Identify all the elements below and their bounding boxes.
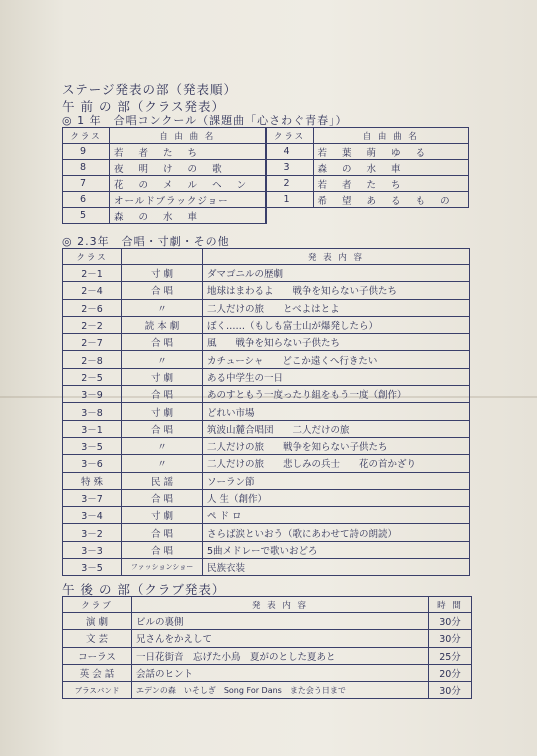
content-cell: 二人だけの旅 悲しみの兵士 花の首かざり: [203, 455, 470, 472]
table-row: [63, 386, 470, 403]
table-row: [63, 559, 470, 576]
table-row: [63, 403, 470, 420]
type-cell: 民 謡: [122, 472, 203, 489]
class-cell: [266, 208, 314, 224]
table-row: [63, 208, 469, 224]
content-cell: 会話のヒント: [132, 664, 429, 681]
table-row: [63, 420, 470, 437]
content-cell: エデンの森 いそしぎ Song For Dans また会う日まで: [132, 682, 429, 699]
class-cell: 1: [266, 192, 314, 208]
col-type: [122, 249, 203, 265]
class-cell: 特 殊: [63, 472, 122, 489]
table-row: [63, 507, 470, 524]
table-row: [63, 455, 470, 472]
club-cell: ブラスバンド: [63, 682, 132, 699]
table-row: [63, 144, 469, 160]
col-class: クラス: [63, 249, 122, 265]
type-cell: 合 唱: [122, 334, 203, 351]
type-cell: 〃: [122, 455, 203, 472]
table-row: [63, 368, 470, 385]
song-cell: 花 の メ ル ヘ ン: [110, 176, 266, 192]
club-cell: 英 会 話: [63, 664, 132, 681]
table-row: [63, 176, 469, 192]
table-row: [63, 613, 472, 630]
time-cell: 30分: [429, 682, 472, 699]
stage-heading: ステージ発表の部（発表順）: [62, 82, 238, 97]
class-cell: 3－6: [63, 455, 122, 472]
table-row: [63, 472, 470, 489]
table-row: [63, 437, 470, 454]
col-club: クラブ: [63, 597, 132, 613]
col-time: 時 間: [429, 597, 472, 613]
class-cell: 2－8: [63, 351, 122, 368]
content-cell: 民族衣装: [203, 559, 470, 576]
table-row: [63, 630, 472, 647]
class-cell: 5: [63, 208, 110, 224]
class-cell: 2－2: [63, 316, 122, 333]
type-cell: 合 唱: [122, 282, 203, 299]
table-row: [63, 664, 472, 681]
song-cell: オールドブラックジョー: [110, 192, 266, 208]
grade1-heading: ◎ 1 年 合唱コンクール（課題曲「心さわぐ青春」）: [62, 114, 348, 127]
contest-table: [62, 127, 469, 224]
grade23-heading: ◎ 2.3年 合唱・寸劇・その他: [62, 235, 230, 248]
club-cell: 文 芸: [63, 630, 132, 647]
class-cell: 8: [63, 160, 110, 176]
content-cell: ペ ド ロ: [203, 507, 470, 524]
table-row: [63, 265, 470, 282]
type-cell: 合 唱: [122, 541, 203, 558]
type-cell: 読 本 劇: [122, 316, 203, 333]
class-cell: 4: [266, 144, 314, 160]
col-class: クラス: [266, 128, 314, 144]
class-cell: 9: [63, 144, 110, 160]
content-cell: 二人だけの旅 とべよはとよ: [203, 299, 470, 316]
content-cell: カチューシャ どこか遠くへ行きたい: [203, 351, 470, 368]
table-row: [63, 682, 472, 699]
song-cell: 夜 明 け の 歌: [110, 160, 266, 176]
song-cell: 森 の 水 車: [110, 208, 266, 224]
table-row: [63, 541, 470, 558]
class-cell: 3－8: [63, 403, 122, 420]
afternoon-heading: 午 後 の 部（クラブ発表）: [62, 582, 226, 597]
class-cell: 3－1: [63, 420, 122, 437]
type-cell: 〃: [122, 351, 203, 368]
content-cell: ソーラン節: [203, 472, 470, 489]
class-cell: 2－5: [63, 368, 122, 385]
class-cell: 3－9: [63, 386, 122, 403]
table-row: [63, 489, 470, 506]
class-cell: 7: [63, 176, 110, 192]
song-cell: 希 望 あ る も の: [313, 192, 469, 208]
class-cell: 3－5: [63, 559, 122, 576]
time-cell: 25分: [429, 647, 472, 664]
class-cell: 6: [63, 192, 110, 208]
type-cell: 寸 劇: [122, 507, 203, 524]
type-cell: 〃: [122, 299, 203, 316]
class-cell: 2－1: [63, 265, 122, 282]
type-cell: 〃: [122, 437, 203, 454]
time-cell: 30分: [429, 613, 472, 630]
col-content: 発 表 内 容: [132, 597, 429, 613]
type-cell: 合 唱: [122, 489, 203, 506]
table-row: [63, 334, 470, 351]
class-cell: 3－2: [63, 524, 122, 541]
content-cell: 地球はまわるよ 戦争を知らない子供たち: [203, 282, 470, 299]
time-cell: 20分: [429, 664, 472, 681]
table-row: [63, 351, 470, 368]
content-cell: 二人だけの旅 戦争を知らない子供たち: [203, 437, 470, 454]
table-row: [63, 299, 470, 316]
program-table: [62, 248, 470, 576]
class-cell: 3: [266, 160, 314, 176]
class-cell: 2－6: [63, 299, 122, 316]
song-cell: 若 者 た ち: [110, 144, 266, 160]
content-cell: 兄さんをかえして: [132, 630, 429, 647]
table-row: [63, 192, 469, 208]
class-cell: 2－7: [63, 334, 122, 351]
class-cell: 3－4: [63, 507, 122, 524]
table-row: [63, 160, 469, 176]
class-cell: 2: [266, 176, 314, 192]
table-row: [63, 282, 470, 299]
content-cell: あのすともう一度ったり組をもう一度（創作）: [203, 386, 470, 403]
song-cell: 森 の 水 車: [313, 160, 469, 176]
content-cell: 人 生（創作）: [203, 489, 470, 506]
content-cell: どれい市場: [203, 403, 470, 420]
col-class: クラス: [63, 128, 110, 144]
content-cell: さらば涙といおう（歌にあわせて詩の朗読）: [203, 524, 470, 541]
time-cell: 30分: [429, 630, 472, 647]
class-cell: 3－3: [63, 541, 122, 558]
club-table: [62, 596, 472, 699]
club-cell: 演 劇: [63, 613, 132, 630]
col-content: 発 表 内 容: [203, 249, 470, 265]
type-cell: 寸 劇: [122, 265, 203, 282]
content-cell: ぼく……（もしも富士山が爆発したら）: [203, 316, 470, 333]
content-cell: ダマゴニルの歴劇: [203, 265, 470, 282]
class-cell: 3－7: [63, 489, 122, 506]
table-row: [63, 316, 470, 333]
table-header-row: [63, 128, 469, 144]
type-cell: ファッションショー: [122, 559, 203, 576]
col-song: 自 由 曲 名: [313, 128, 469, 144]
content-cell: 風 戦争を知らない子供たち: [203, 334, 470, 351]
table-row: [63, 647, 472, 664]
song-cell: 若 者 た ち: [313, 176, 469, 192]
type-cell: 寸 劇: [122, 403, 203, 420]
song-cell: [313, 208, 469, 224]
class-cell: 2－4: [63, 282, 122, 299]
type-cell: 合 唱: [122, 524, 203, 541]
content-cell: ある中学生の一日: [203, 368, 470, 385]
content-cell: 5曲メドレーで歌いおどろ: [203, 541, 470, 558]
type-cell: 寸 劇: [122, 368, 203, 385]
song-cell: 若 葉 萌 ゆ る: [313, 144, 469, 160]
content-cell: ビルの裏側: [132, 613, 429, 630]
content-cell: 一日花街音 忘げた小鳥 夏がのとした夏あと: [132, 647, 429, 664]
club-cell: コーラス: [63, 647, 132, 664]
type-cell: 合 唱: [122, 386, 203, 403]
col-song: 自 由 曲 名: [110, 128, 266, 144]
type-cell: 合 唱: [122, 420, 203, 437]
morning-heading: 午 前 の 部（クラス発表）: [62, 99, 226, 114]
table-header-row: [63, 597, 472, 613]
class-cell: 3－5: [63, 437, 122, 454]
content-cell: 筑波山麓合唱団 二人だけの旅: [203, 420, 470, 437]
table-header-row: [63, 249, 470, 265]
table-row: [63, 524, 470, 541]
